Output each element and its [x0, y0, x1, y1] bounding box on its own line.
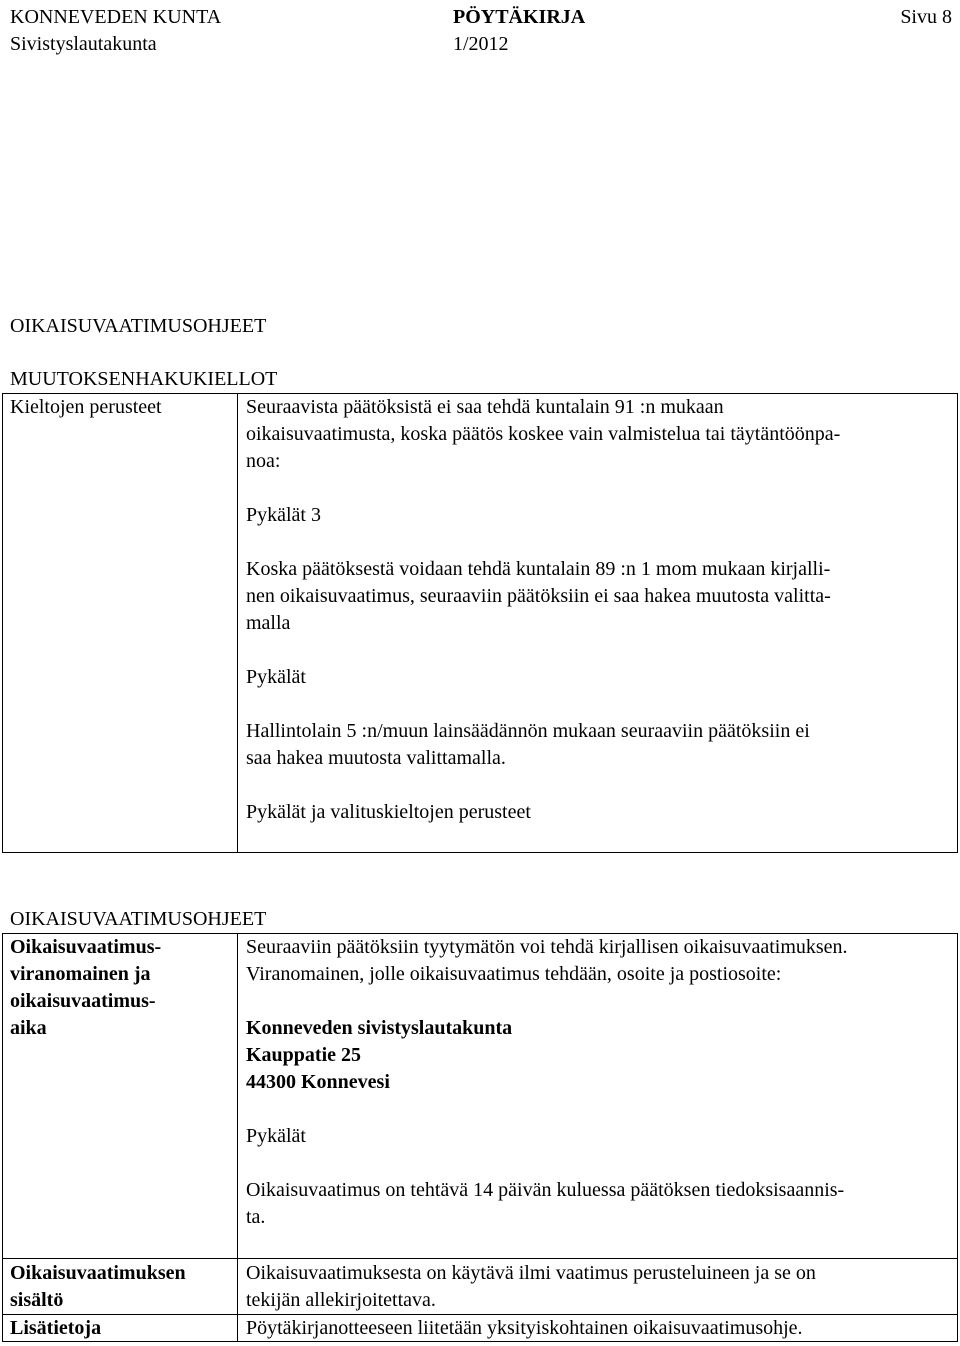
info-label: Lisätietoja — [10, 1317, 102, 1339]
content-label-line1: Oikaisuvaatimuksen — [10, 1262, 186, 1284]
section1-pykalat: Pykälät — [246, 666, 306, 688]
section2-left-label-line3: oikaisuvaatimus- — [10, 990, 156, 1012]
section1-para2-line1: Koska päätöksestä voidaan tehdä kuntalain 89 :n 1 mom mukaan kirjalli- — [246, 558, 831, 580]
section2-left-label-line1: Oikaisuvaatimus- — [10, 936, 162, 958]
content-label — [10, 1260, 186, 1314]
section2-left-label — [10, 934, 161, 1042]
section1-para3-line2: saa hakea muutosta valittamalla. — [246, 747, 506, 769]
header-board: Sivistyslautakunta — [10, 33, 157, 55]
section1-body — [246, 394, 958, 826]
section1-para2-line3: malla — [246, 612, 291, 634]
section2-left-label-line2: viranomainen ja — [10, 963, 151, 985]
section1-para1-line2: oikaisuvaatimusta, koska päätös koskee vain valmistelua tai täytäntöönpa- — [246, 423, 841, 445]
section2-line2: Viranomainen, jolle oikaisuvaatimus tehdään, osoite ja postiosoite: — [246, 963, 782, 985]
content-text-line2: tekijän allekirjoitettava. — [246, 1289, 436, 1311]
section2-line1: Seuraaviin päätöksiin tyytymätön voi tehdä kirjallisen oikaisuvaatimuksen. — [246, 936, 848, 958]
section2-left-label-line4: aika — [10, 1017, 47, 1039]
section2-deadline-line1: Oikaisuvaatimus on tehtävä 14 päivän kuluessa päätöksen tiedoksisaannis- — [246, 1179, 845, 1201]
section1-para1-line1: Seuraavista päätöksistä ei saa tehdä kuntalain 91 :n mukaan — [246, 396, 724, 418]
content-text — [246, 1260, 958, 1314]
header-doc-type: PÖYTÄKIRJA — [453, 6, 586, 28]
address-postal: 44300 Konnevesi — [246, 1071, 390, 1093]
content-text-line1: Oikaisuvaatimuksesta on käytävä ilmi vaatimus perusteluineen ja se on — [246, 1262, 816, 1284]
address-street: Kauppatie 25 — [246, 1044, 362, 1066]
header-page-number: Sivu 8 — [900, 6, 952, 28]
address-name: Konneveden sivistyslautakunta — [246, 1017, 513, 1039]
content-label-line2: sisältö — [10, 1289, 64, 1311]
header-meeting-number: 1/2012 — [453, 33, 509, 55]
section1-para3-line1: Hallintolain 5 :n/muun lainsäädännön mukaan seuraaviin päätöksiin ei — [246, 720, 810, 742]
header-org: KONNEVEDEN KUNTA — [10, 6, 222, 28]
section2-title: OIKAISUVAATIMUSOHJEET — [10, 908, 267, 930]
section2-body — [246, 934, 958, 1231]
section1-subtitle: MUUTOKSENHAKUKIELLOT — [10, 368, 278, 390]
section1-left-label: Kieltojen perusteet — [10, 396, 162, 418]
section1-para2-line2: nen oikaisuvaatimus, seuraaviin päätöksiin ei saa hakea muutosta valitta- — [246, 585, 831, 607]
section2-deadline-line2: ta. — [246, 1206, 266, 1228]
section1-title: OIKAISUVAATIMUSOHJEET — [10, 315, 267, 337]
section2-pykalat: Pykälät — [246, 1125, 306, 1147]
section1-pykalat-perusteet: Pykälät ja valituskieltojen perusteet — [246, 801, 531, 823]
info-text: Pöytäkirjanotteeseen liitetään yksityiskohtainen oikaisuvaatimusohje. — [246, 1317, 803, 1339]
section1-pykalat3: Pykälät 3 — [246, 504, 321, 526]
section1-para1-line3: noa: — [246, 450, 281, 472]
